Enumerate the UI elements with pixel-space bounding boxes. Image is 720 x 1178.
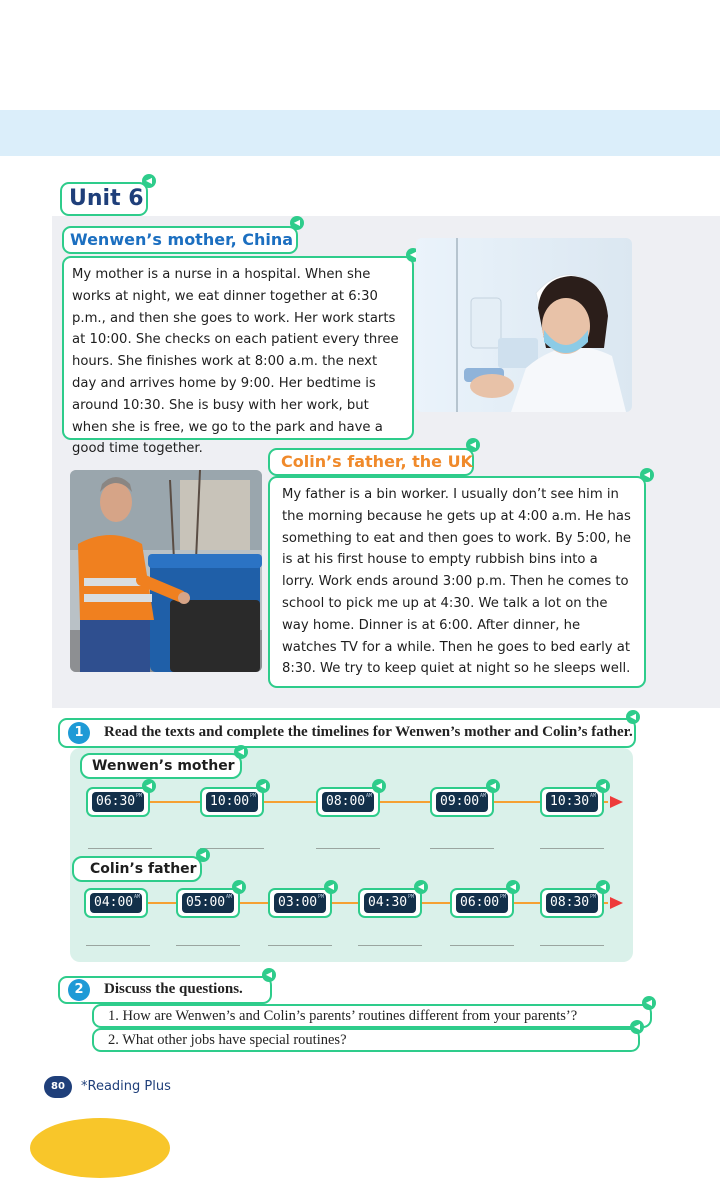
answer-blank[interactable] <box>176 945 240 946</box>
audio-icon[interactable]: ◀ <box>142 174 156 188</box>
question-item[interactable] <box>92 998 653 1028</box>
question-text: 1. How are Wenwen’s and Colin’s parents’ routines different from your parents’? <box>108 1008 578 1024</box>
audio-icon[interactable]: ◀ <box>466 438 480 452</box>
answer-blank[interactable] <box>86 945 150 946</box>
answer-blank[interactable] <box>316 848 380 849</box>
colin-text: My father is a bin worker. I usually don’t see him in the morning because he gets up at 4:00 a.m. He has something to eat and then goes to work. By 5:00, he is at his first house to empty rubbish bins into a lorry. Work ends around 3:00 p.m. Then he comes to school to pick me up at 4:30. We talk a lot on the way home. Dinner is at 6:00. After dinner, he watches TV for a while. Then he goes to bed early at 8:30. We try to keep quiet at night so he sleeps well. <box>282 487 632 677</box>
clock-badge[interactable] <box>430 781 497 817</box>
question-text: 2. What other jobs have special routines? <box>108 1032 347 1048</box>
wenwen-text-box[interactable] <box>62 250 417 457</box>
clock-meridiem: AM <box>589 793 596 799</box>
answer-blank[interactable] <box>430 848 494 849</box>
answer-blank[interactable] <box>450 945 514 946</box>
arrow-right-icon <box>610 796 623 808</box>
bin-worker-photo <box>70 470 262 672</box>
timeline-mother-label: Wenwen’s mother <box>92 758 235 774</box>
answer-blank[interactable] <box>540 848 604 849</box>
clock-badge[interactable] <box>268 882 335 918</box>
page-number: 80 <box>44 1076 72 1098</box>
timeline-father-label-box[interactable] <box>72 850 207 882</box>
audio-icon[interactable]: ◀ <box>486 779 500 793</box>
clock-badge[interactable] <box>84 888 148 918</box>
clock-time: 08:30 <box>550 895 590 910</box>
audio-icon[interactable]: ◀ <box>626 710 640 724</box>
section-label: *Reading Plus <box>81 1079 171 1094</box>
clock-badge[interactable] <box>450 882 517 918</box>
clock-time: 04:30 <box>368 895 408 910</box>
audio-icon[interactable]: ◀ <box>406 248 420 262</box>
decorative-circle <box>30 1118 170 1178</box>
clock-time: 10:00 <box>210 794 250 809</box>
audio-icon[interactable]: ◀ <box>142 779 156 793</box>
audio-icon[interactable]: ◀ <box>290 216 304 230</box>
audio-icon[interactable]: ◀ <box>196 848 210 862</box>
clock-meridiem: PM <box>499 894 506 900</box>
clock-meridiem: AM <box>365 793 372 799</box>
exercise-2-instruction: Discuss the questions. <box>104 981 243 997</box>
audio-icon[interactable]: ◀ <box>506 880 520 894</box>
audio-icon[interactable]: ◀ <box>596 880 610 894</box>
clock-time: 08:00 <box>326 794 366 809</box>
clock-badge[interactable] <box>316 781 383 817</box>
unit-title: Unit 6 <box>69 186 144 211</box>
clock-meridiem: PM <box>317 894 324 900</box>
clock-time: 06:00 <box>460 895 500 910</box>
clock-meridiem: AM <box>133 894 140 900</box>
timeline-father-label: Colin’s father <box>90 861 197 877</box>
clock-badge[interactable] <box>540 882 607 918</box>
exercise-1-instruction: Read the texts and complete the timelines for Wenwen’s mother and Colin’s father. <box>104 724 633 740</box>
clock-time: 10:30 <box>550 794 590 809</box>
clock-badge[interactable] <box>540 781 607 817</box>
audio-icon[interactable]: ◀ <box>640 468 654 482</box>
question-item[interactable] <box>92 1022 641 1052</box>
timeline-father-line <box>88 902 608 904</box>
clock-time: 04:00 <box>94 895 134 910</box>
exercise-number-badge: 2 <box>68 979 90 1001</box>
header-band <box>0 110 720 156</box>
clock-meridiem: PM <box>589 894 596 900</box>
colin-heading: Colin’s father, the UK <box>281 452 473 471</box>
exercise-number-badge: 1 <box>68 722 90 744</box>
clock-time: 09:00 <box>440 794 480 809</box>
answer-blank[interactable] <box>88 848 152 849</box>
answer-blank[interactable] <box>200 848 264 849</box>
wenwen-text: My mother is a nurse in a hospital. When she works at night, we eat dinner together at 6:30 p.m., and then she goes to work. Her work starts at 10:00. She checks on each patient every three hours. She finishes work at 8:00 a.m. the next day and arrives home by 9:00. Her bedtime is around 10:30. She is busy with her work, but when she is free, we go to the park and have a good time together. <box>72 267 399 457</box>
audio-icon[interactable]: ◀ <box>256 779 270 793</box>
audio-icon[interactable]: ◀ <box>372 779 386 793</box>
clock-badge[interactable] <box>358 882 425 918</box>
clock-meridiem: AM <box>479 793 486 799</box>
answer-blank[interactable] <box>358 945 422 946</box>
audio-icon[interactable]: ◀ <box>262 968 276 982</box>
audio-icon[interactable]: ◀ <box>642 996 656 1010</box>
audio-icon[interactable]: ◀ <box>234 745 248 759</box>
arrow-right-icon <box>610 897 623 909</box>
clock-time: 03:00 <box>278 895 318 910</box>
answer-blank[interactable] <box>268 945 332 946</box>
clock-badge[interactable] <box>86 781 153 817</box>
timeline-area <box>70 748 633 962</box>
audio-icon[interactable]: ◀ <box>596 779 610 793</box>
wenwen-heading: Wenwen’s mother, China <box>70 230 294 249</box>
audio-icon[interactable]: ◀ <box>232 880 246 894</box>
clock-badge[interactable] <box>176 882 243 918</box>
colin-text-box[interactable] <box>268 470 651 688</box>
audio-icon[interactable]: ◀ <box>630 1020 644 1034</box>
answer-blank[interactable] <box>540 945 604 946</box>
clock-meridiem: PM <box>249 793 256 799</box>
timeline-mother-label-box[interactable] <box>80 747 245 779</box>
clock-meridiem: AM <box>225 894 232 900</box>
clock-time: 05:00 <box>186 895 226 910</box>
clock-badge[interactable] <box>200 781 267 817</box>
clock-meridiem: PM <box>407 894 414 900</box>
audio-icon[interactable]: ◀ <box>324 880 338 894</box>
nurse-photo <box>416 238 632 412</box>
audio-icon[interactable]: ◀ <box>414 880 428 894</box>
clock-meridiem: PM <box>135 793 142 799</box>
clock-time: 06:30 <box>96 794 136 809</box>
